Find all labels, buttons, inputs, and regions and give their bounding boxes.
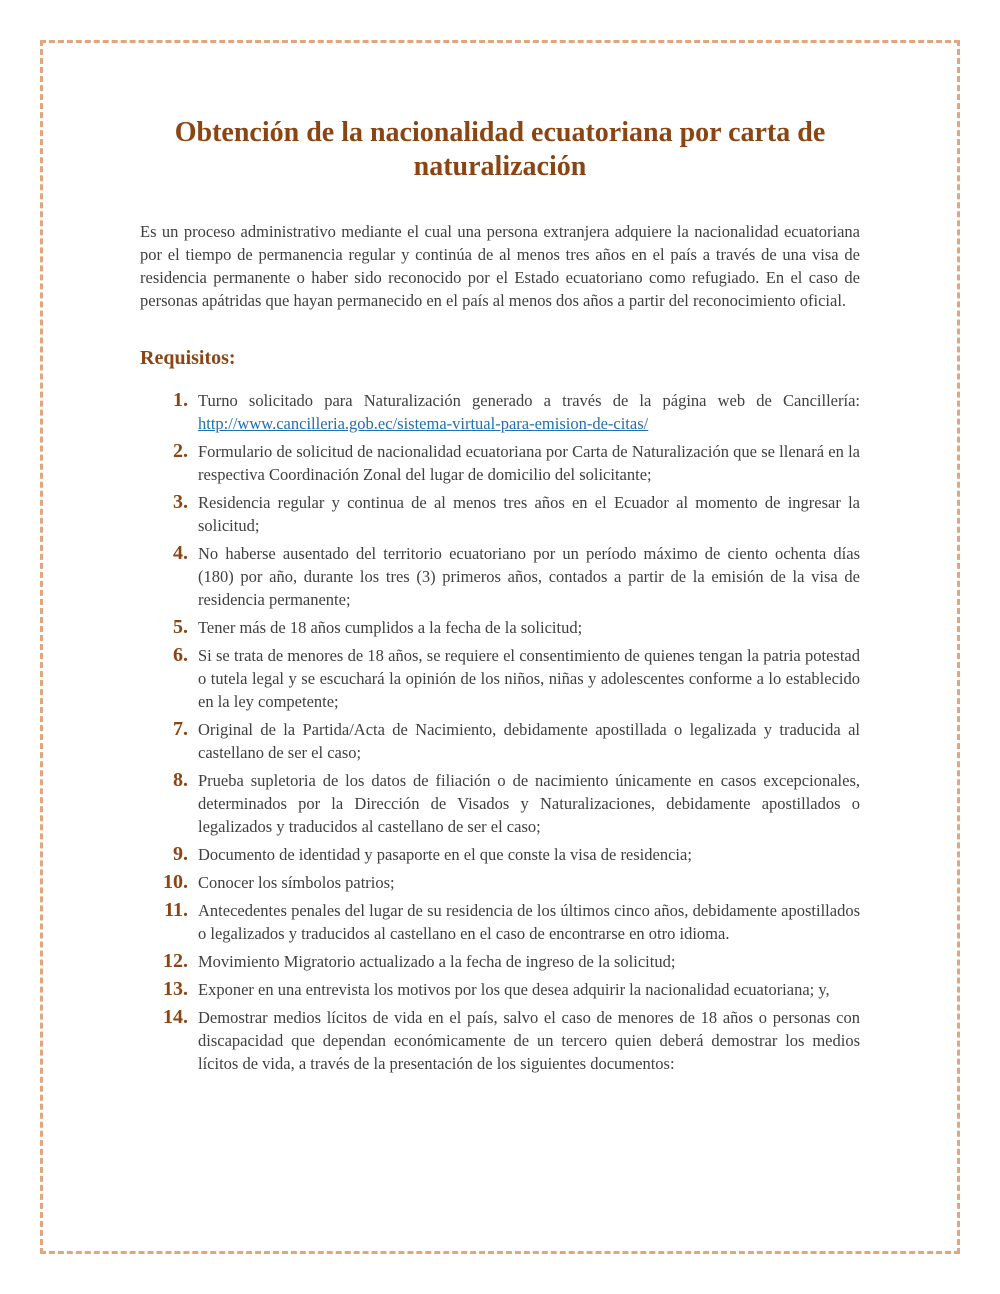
intro-paragraph: Es un proceso administrativo mediante el cual una persona extranjera adquiere la nacionalidad ecuatoriana por el tiempo de permanencia regular y continúa de al menos tres años en el país a través de una visa de residencia permanente o haber sido reconocido por el Estado ecuatoriano como refugiado. En el caso de personas apátridas que hayan permanecido en el país al menos dos años a partir del reconocimiento oficial. <box>140 222 860 310</box>
requirement-text: Conocer los símbolos patrios; <box>198 873 395 892</box>
requirement-text: Original de la Partida/Acta de Nacimiento, debidamente apostillada o legalizada y traducida al castellano de ser el caso; <box>198 720 860 762</box>
document-title: Obtención de la nacionalidad ecuatoriana por carta de naturalización <box>174 117 826 182</box>
requirement-text: Documento de identidad y pasaporte en el que conste la visa de residencia; <box>198 845 692 864</box>
requirement-item-6 <box>140 644 860 713</box>
requirement-number: 12. <box>163 950 188 972</box>
requirement-item-1 <box>140 389 860 435</box>
requirement-number: 14. <box>163 1006 188 1028</box>
requirement-text: Si se trata de menores de 18 años, se requiere el consentimiento de quienes tengan la patria potestad o tutela legal y se escuchará la opinión de los niños, niñas y adolescentes conforme a lo establecido en la ley competente; <box>198 646 860 711</box>
requirement-number: 5. <box>173 616 188 638</box>
requirement-text: No haberse ausentado del territorio ecuatoriano por un período máximo de ciento ochenta días (180) por año, durante los tres (3) primeros años, contados a partir de la emisión de la visa de residencia permanente; <box>198 544 860 609</box>
requirement-number: 10. <box>163 871 188 893</box>
requirement-number: 1. <box>173 389 188 411</box>
requirement-item-5 <box>140 616 860 639</box>
requirement-number: 8. <box>173 769 188 791</box>
requirement-item-8 <box>140 769 860 838</box>
requirement-item-12 <box>140 950 860 973</box>
requirement-text: Exponer en una entrevista los motivos por los que desea adquirir la nacionalidad ecuatoriana; y, <box>198 980 830 999</box>
requirement-text: Residencia regular y continua de al menos tres años en el Ecuador al momento de ingresar la solicitud; <box>198 493 860 535</box>
requirement-number: 7. <box>173 718 188 740</box>
requirement-text: Formulario de solicitud de nacionalidad ecuatoriana por Carta de Naturalización que se llenará en la respectiva Coordinación Zonal del lugar de domicilio del solicitante; <box>198 442 860 484</box>
requirement-number: 3. <box>173 491 188 513</box>
requirements-list <box>140 389 860 1080</box>
requirement-text: Turno solicitado para Naturalización generado a través de la página web de Cancillería: <box>198 391 860 410</box>
citas-link[interactable]: http://www.cancilleria.gob.ec/sistema-virtual-para-emision-de-citas/ <box>198 414 649 433</box>
requirement-text: Demostrar medios lícitos de vida en el país, salvo el caso de menores de 18 años o personas con discapacidad que dependan económicamente de un tercero quien deberá demostrar los medios lícitos de vida, a través de la presentación de los siguientes documentos: <box>198 1008 860 1073</box>
requirement-number: 9. <box>173 843 188 865</box>
requirement-item-4 <box>140 542 860 611</box>
requirement-number: 6. <box>173 644 188 666</box>
requirement-number: 4. <box>173 542 188 564</box>
requirement-item-14 <box>140 1006 860 1075</box>
requirement-item-9 <box>140 843 860 866</box>
requirement-text: Antecedentes penales del lugar de su residencia de los últimos cinco años, debidamente apostillados o legalizados y traducidos al castellano en el caso de encontrarse en otro idioma. <box>198 901 860 943</box>
requirements-heading: Requisitos: <box>140 347 236 369</box>
requirement-number: 2. <box>173 440 188 462</box>
requirement-text: Tener más de 18 años cumplidos a la fecha de la solicitud; <box>198 618 583 637</box>
requirement-number: 11. <box>164 899 188 921</box>
requirement-text: Prueba supletoria de los datos de filiación o de nacimiento únicamente en casos excepcionales, determinados por la Dirección de Visados y Naturalizaciones, debidamente apostillados o legalizados y traducidos al castellano de ser el caso; <box>198 771 860 836</box>
requirement-item-2 <box>140 440 860 486</box>
requirement-item-13 <box>140 978 860 1001</box>
requirement-number: 13. <box>163 978 188 1000</box>
requirement-item-3 <box>140 491 860 537</box>
requirement-item-10 <box>140 871 860 894</box>
requirement-item-11 <box>140 899 860 945</box>
requirement-item-7 <box>140 718 860 764</box>
requirement-text: Movimiento Migratorio actualizado a la fecha de ingreso de la solicitud; <box>198 952 676 971</box>
